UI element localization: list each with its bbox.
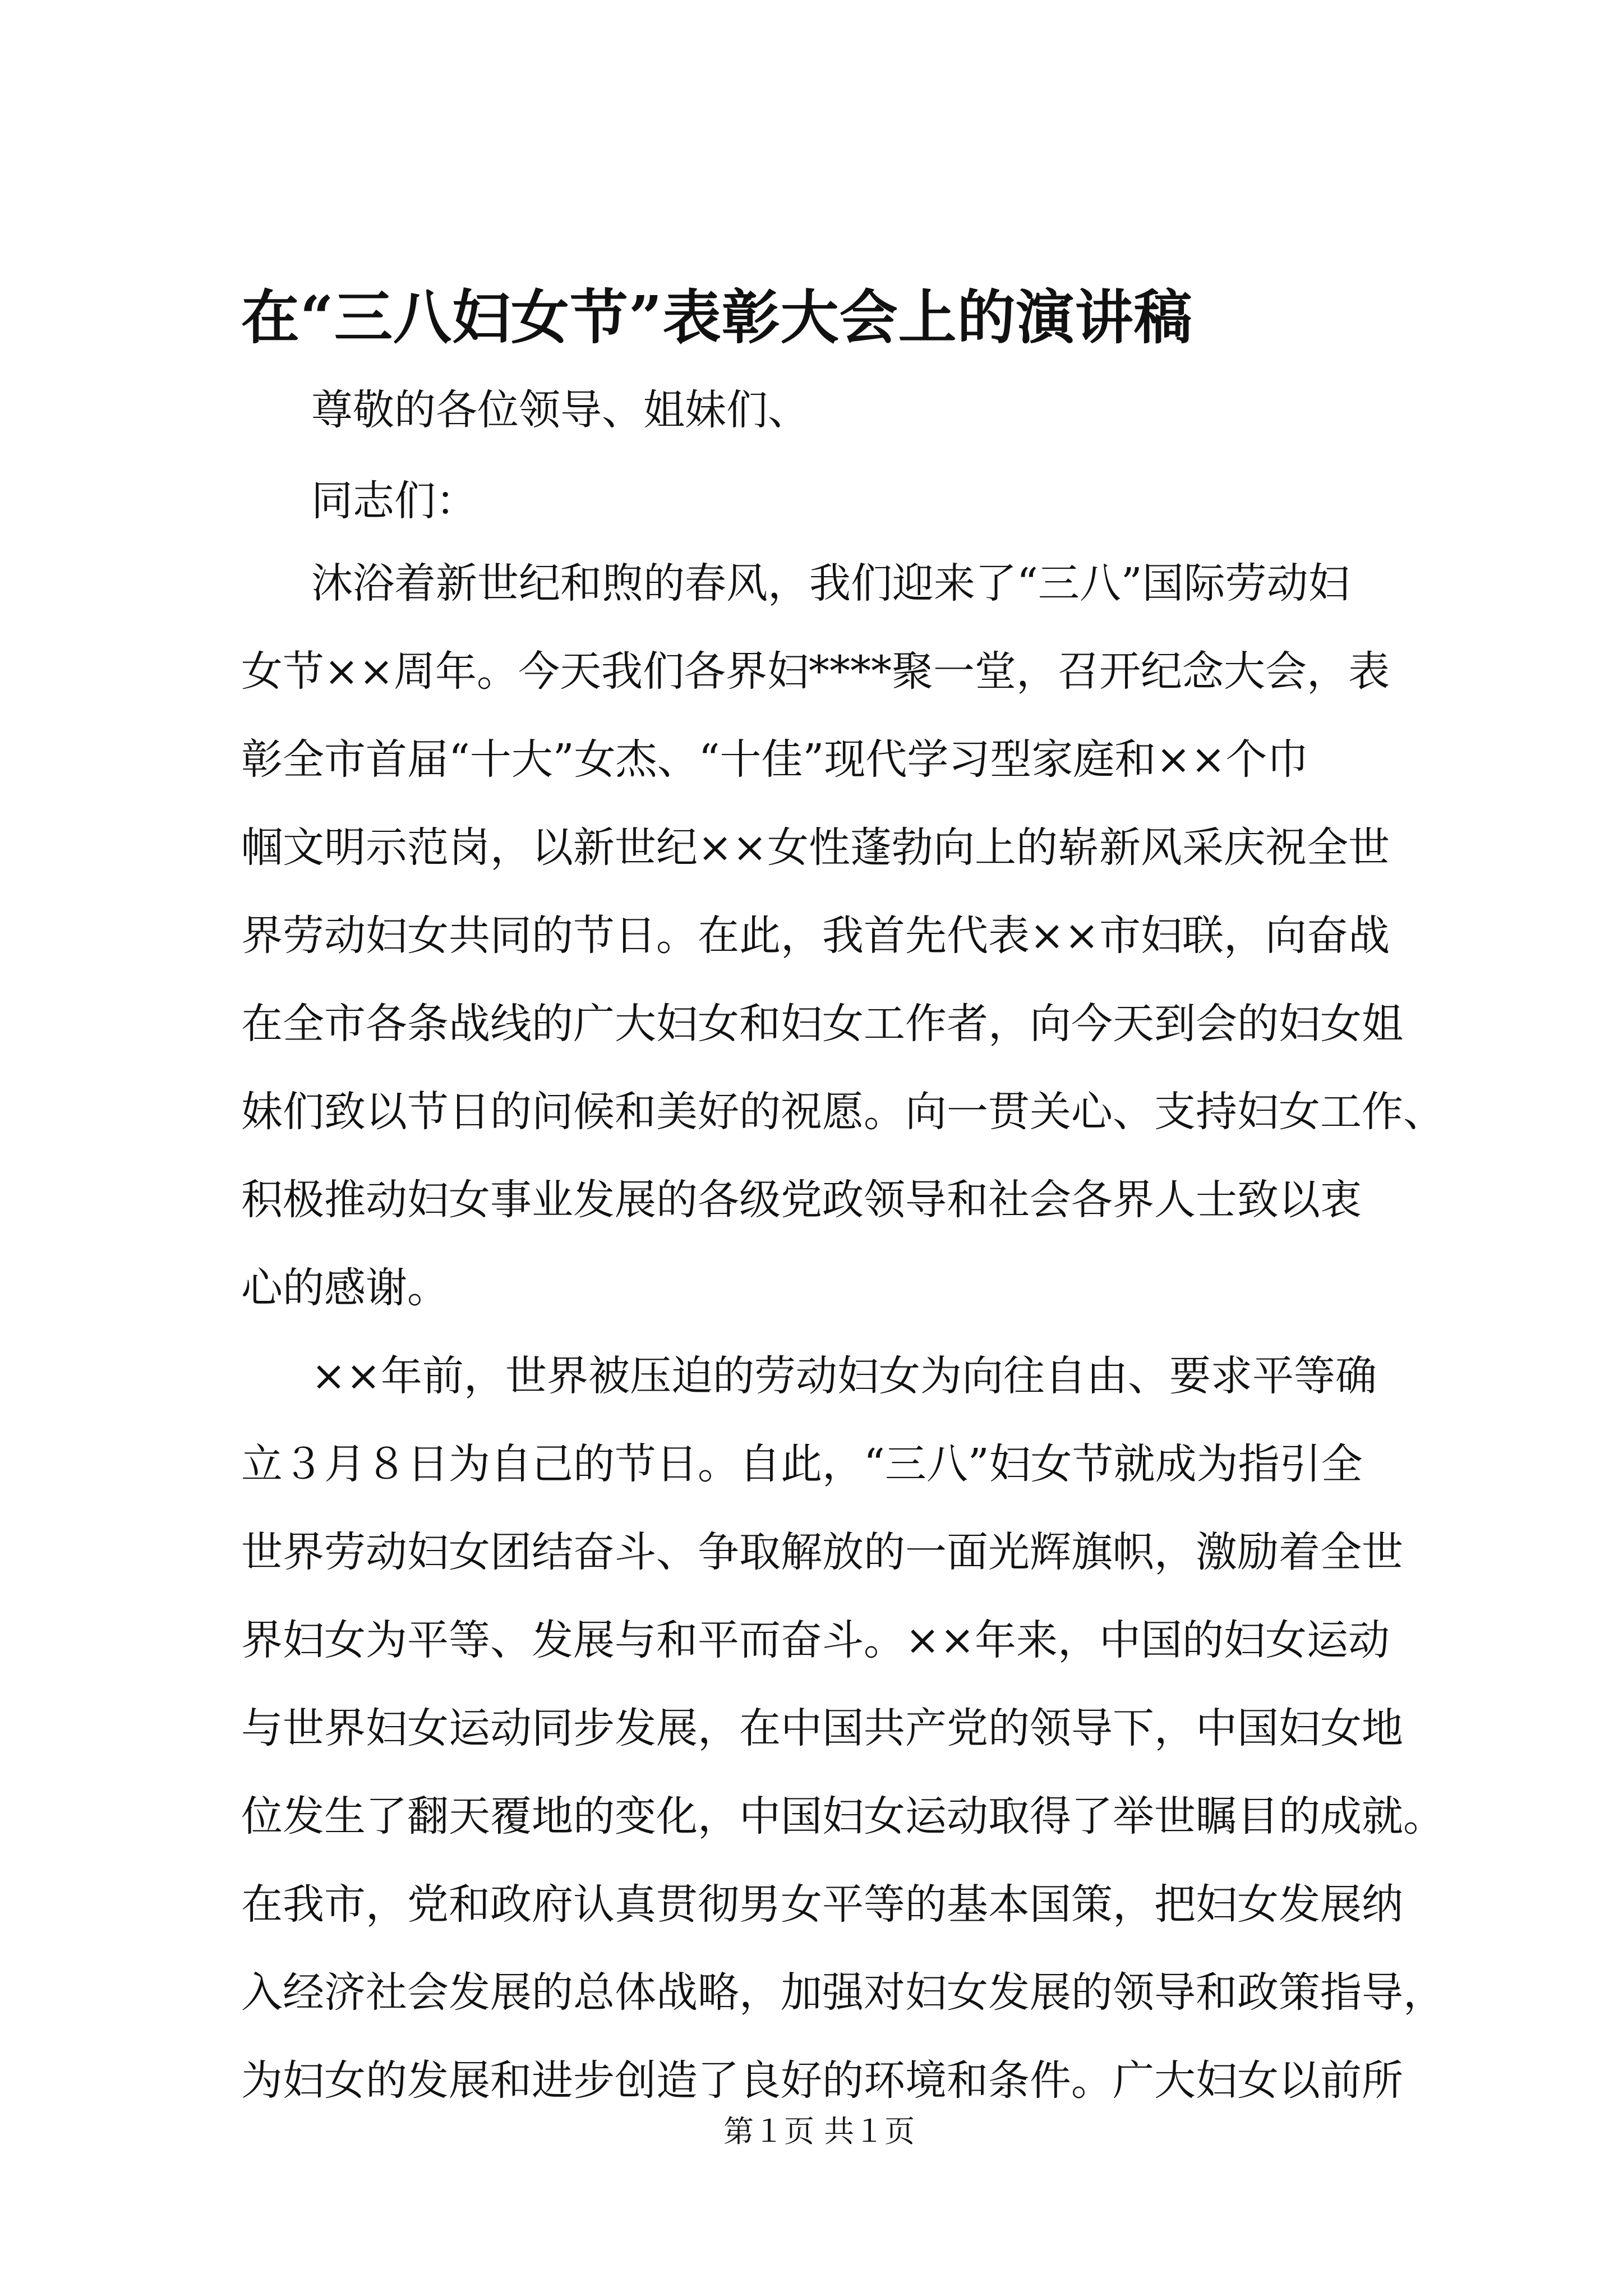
- paragraph-2-line-1: ××年前，世界被压迫的劳动妇女为向往自由、要求平等确: [311, 1352, 1377, 1400]
- page-footer: 第１页 共１页: [723, 2114, 915, 2149]
- paragraph-1-line-2: 女节××周年。今天我们各界妇****聚一堂，召开纪念大会，表: [241, 647, 1390, 696]
- salutation-line: 尊敬的各位领导、姐妹们、: [311, 386, 809, 434]
- paragraph-2-line-6: 位发生了翻天覆地的变化，中国妇女运动取得了举世瞩目的成就。: [241, 1792, 1445, 1841]
- paragraph-1-line-8: 积极推动妇女事业发展的各级党政领导和社会各界人士致以衷: [241, 1176, 1362, 1224]
- paragraph-1-line-1: 沐浴着新世纪和煦的春风，我们迎来了“三八”国际劳动妇: [311, 559, 1350, 608]
- paragraph-2-line-8: 入经济社会发展的总体战略，加强对妇女发展的领导和政策指导，: [241, 1968, 1445, 2017]
- paragraph-2-line-9: 为妇女的发展和进步创造了良好的环境和条件。广大妇女以前所: [241, 2056, 1403, 2105]
- paragraph-2-line-4: 界妇女为平等、发展与和平而奋斗。××年来，中国的妇女运动: [241, 1616, 1390, 1664]
- paragraph-1-line-5: 界劳动妇女共同的节日。在此，我首先代表××市妇联，向奋战: [241, 912, 1390, 960]
- paragraph-1-line-9: 心的感谢。: [241, 1264, 449, 1312]
- paragraph-2-line-5: 与世界妇女运动同步发展，在中国共产党的领导下，中国妇女地: [241, 1704, 1403, 1752]
- paragraph-1-line-4: 帼文明示范岗，以新世纪××女性蓬勃向上的崭新风采庆祝全世: [241, 823, 1390, 872]
- salutation-line: 同志们：: [311, 477, 477, 525]
- paragraph-2-line-2: 立３月８日为自己的节日。自此，“三八”妇女节就成为指引全: [241, 1440, 1363, 1488]
- paragraph-1-line-3: 彰全市首届“十大”女杰、“十佳”现代学习型家庭和××个巾: [241, 735, 1309, 784]
- page-title: 在“三八妇女节”表彰大会上的演讲稿: [241, 283, 1193, 352]
- paragraph-1-line-6: 在全市各条战线的广大妇女和妇女工作者，向今天到会的妇女姐: [241, 1000, 1403, 1048]
- paragraph-1-line-7: 妹们致以节日的问候和美好的祝愿。向一贯关心、支持妇女工作、: [241, 1088, 1445, 1136]
- paragraph-2-line-7: 在我市，党和政府认真贯彻男女平等的基本国策，把妇女发展纳: [241, 1880, 1403, 1929]
- paragraph-2-line-3: 世界劳动妇女团结奋斗、争取解放的一面光辉旗帜，激励着全世: [241, 1528, 1403, 1576]
